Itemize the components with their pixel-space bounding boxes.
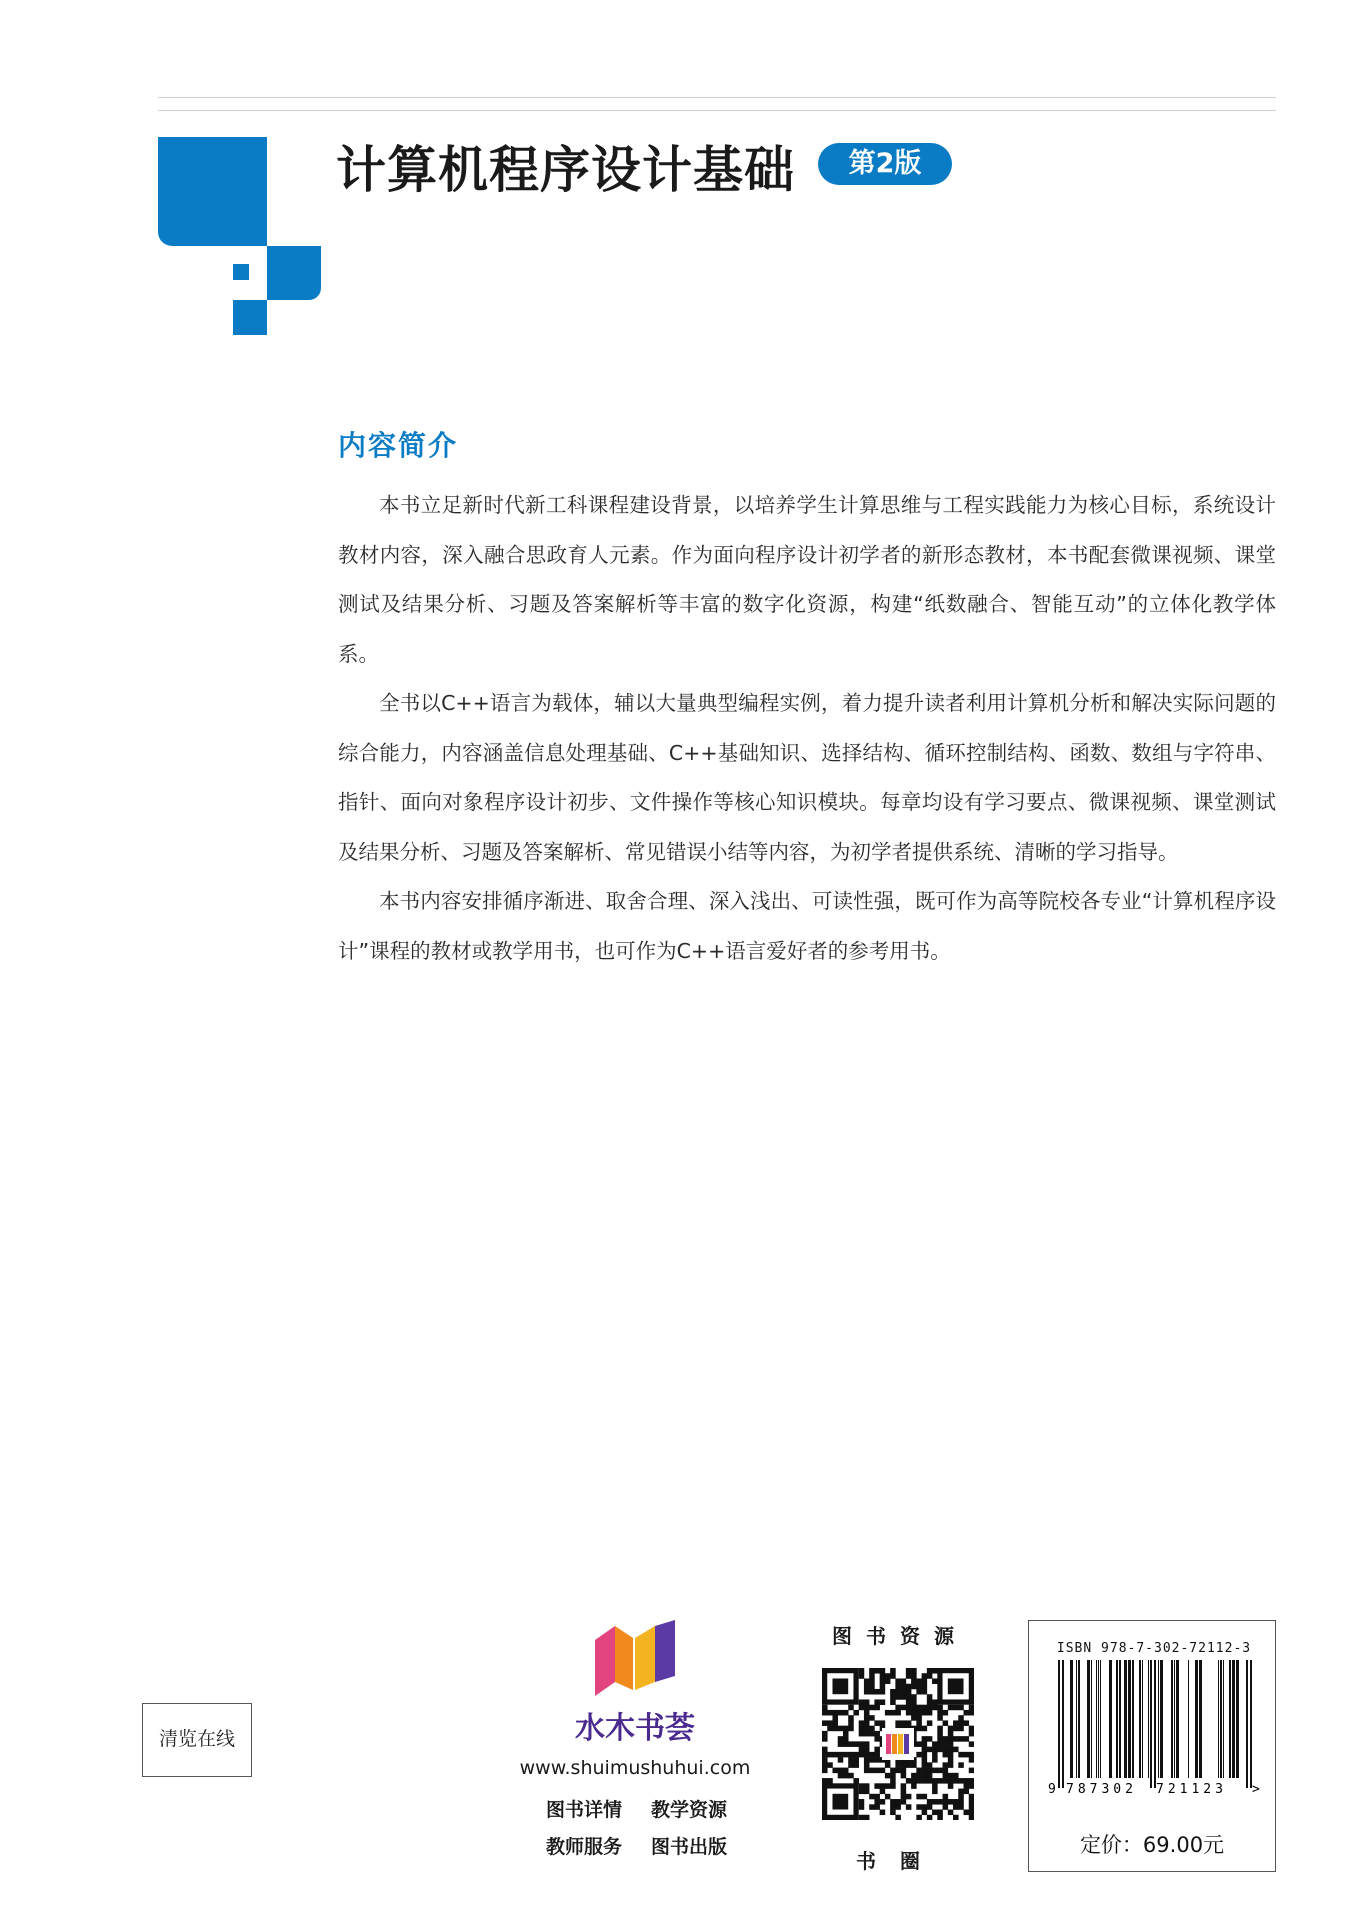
intro-paragraph: 本书内容安排循序渐进、取舍合理、深入浅出、可读性强，既可作为高等院校各专业“计算机程序设计”课程的教材或教学用书，也可作为C++语言爱好者的参考用书。 <box>338 889 1276 963</box>
intro-body <box>338 481 1276 976</box>
price-label: 定价：69.00元 <box>1079 1833 1225 1857</box>
qr-code[interactable] <box>822 1668 974 1820</box>
barcode <box>1046 1660 1264 1796</box>
online-platform-box: 清览在线 <box>142 1703 252 1777</box>
barcode-digits-group2: 721123 <box>1156 1782 1227 1796</box>
book-title: 计算机程序设计基础 <box>336 141 795 199</box>
edition-badge: 第2版 <box>818 143 952 185</box>
publisher-brand-name: 水木书荟 <box>575 1711 695 1746</box>
publisher-url[interactable]: www.shuimushuhui.com <box>519 1757 751 1779</box>
link-teaching-resources[interactable]: 教学资源 <box>651 1799 728 1821</box>
qr-caption-top: 图书资源 <box>832 1624 968 1648</box>
top-rule-secondary <box>158 110 1276 111</box>
top-rule <box>158 97 1276 98</box>
isbn-code: ISBN 978-7-302-72112-3 <box>1056 1641 1252 1656</box>
intro-heading: 内容简介 <box>338 429 459 462</box>
link-book-details[interactable]: 图书详情 <box>546 1799 623 1821</box>
intro-paragraph: 全书以C++语言为载体，辅以大量典型编程实例，着力提升读者利用计算机分析和解决实际问题的综合能力，内容涵盖信息处理基础、C++基础知识、选择结构、循环控制结构、函数、数组与字符串、指针、面向对象程序设计初步、文件操作等核心知识模块。每章均设有学习要点、微课视频、课堂测试及结果分析、习题及答案解析、常见错误小结等内容，为初学者提供系统、清晰的学习指导。 <box>338 691 1276 864</box>
barcode-digit-first: 9 <box>1048 1782 1056 1796</box>
book-icon <box>595 1620 675 1696</box>
link-book-publishing[interactable]: 图书出版 <box>651 1836 728 1858</box>
barcode-digits-tail: > <box>1252 1782 1260 1796</box>
qr-caption-bottom: 书圈 <box>856 1849 944 1873</box>
barcode-digits-group1: 787302 <box>1066 1782 1137 1796</box>
intro-paragraph: 本书立足新时代新工科课程建设背景，以培养学生计算思维与工程实践能力为核心目标，系统设计教材内容，深入融合思政育人元素。作为面向程序设计初学者的新形态教材，本书配套微课视频、课堂测试及结果分析、习题及答案解析等丰富的数字化资源，构建“纸数融合、智能互动”的立体化教学体系。 <box>338 493 1276 666</box>
link-teacher-service[interactable]: 教师服务 <box>546 1836 623 1858</box>
